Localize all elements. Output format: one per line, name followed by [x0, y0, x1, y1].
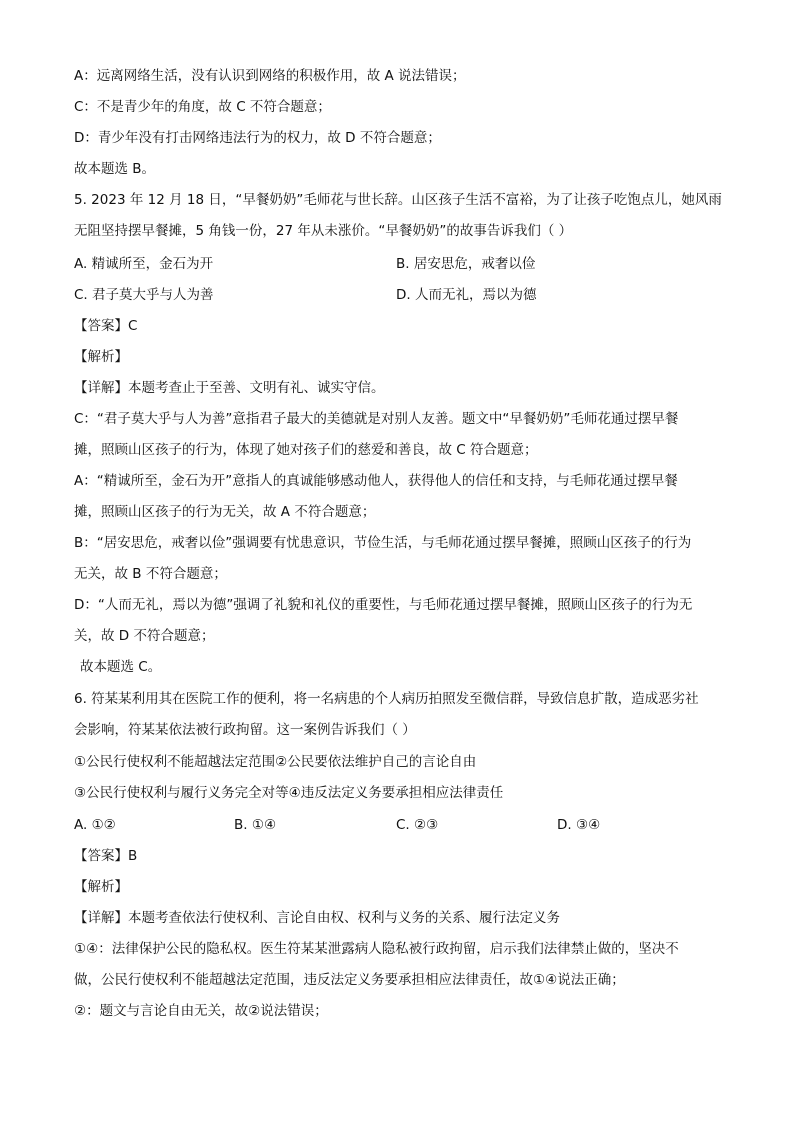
q6-analysis-2: ②：题文与言论自由无关，故②说法错误； — [74, 1003, 328, 1019]
prev-analysis-c: C：不是青少年的角度，故 C 不符合题意； — [74, 99, 331, 115]
q5-analysis-b2: 无关，故 B 不符合题意； — [74, 566, 227, 582]
q5-analysis-a1: A：“精诚所至，金石为开”意指人的真诚能够感动他人，获得他人的信任和支持，与毛师花通过摆早餐 — [74, 473, 678, 489]
q5-analysis-label: 【解析】 — [74, 349, 128, 365]
q6-option-b: B. ①④ — [234, 817, 277, 833]
q6-analysis-14-line1: ①④：法律保护公民的隐私权。医生符某某泄露病人隐私被行政拘留，启示我们法律禁止做的，坚决不 — [74, 941, 679, 957]
q6-option-a: A. ①② — [74, 817, 116, 833]
q5-conclusion: 故本题选 C。 — [80, 659, 162, 675]
q6-option-d: D. ③④ — [557, 817, 601, 833]
q5-analysis-a2: 摊，照顾山区孩子的行为无关，故 A 不符合题意； — [74, 504, 376, 520]
q5-option-b: B. 居安思危，戒奢以俭 — [396, 256, 536, 272]
q5-option-a: A. 精诚所至，金石为开 — [74, 256, 214, 272]
prev-analysis-a: A：远离网络生活，没有认识到网络的积极作用，故 A 说法错误； — [74, 68, 466, 84]
q6-statement-1: ①公民行使权利不能超越法定范围②公民要依法维护自己的言论自由 — [74, 754, 477, 770]
q5-answer: 【答案】C — [74, 318, 138, 334]
q6-statement-2: ③公民行使权利与履行义务完全对等④违反法定义务要承担相应法律责任 — [74, 785, 504, 801]
q5-analysis-b1: B：“居安思危，戒奢以俭”强调要有忧患意识，节俭生活，与毛师花通过摆早餐摊，照顾山区孩子的行为 — [74, 535, 692, 551]
q5-stem-line1: 5. 2023 年 12 月 18 日，“早餐奶奶”毛师花与世长辞。山区孩子生活不富裕，为了让孩子吃饱点儿，她风雨 — [74, 192, 722, 208]
q5-analysis-c2: 摊，照顾山区孩子的行为，体现了她对孩子们的慈爱和善良，故 C 符合题意； — [74, 442, 538, 458]
q5-analysis-d2: 关，故 D 不符合题意； — [74, 628, 215, 644]
q6-analysis-14-line2: 做，公民行使权利不能超越法定范围，违反法定义务要承担相应法律责任，故①④说法正确； — [74, 972, 625, 988]
q5-detail: 【详解】本题考查止于至善、文明有礼、诚实守信。 — [74, 380, 385, 396]
prev-analysis-d: D：青少年没有打击网络违法行为的权力，故 D 不符合题意； — [74, 130, 441, 146]
q5-analysis-d1: D：“人而无礼，焉以为德”强调了礼貌和礼仪的重要性，与毛师花通过摆早餐摊，照顾山区孩子的行为无 — [74, 597, 693, 613]
q6-option-c: C. ②③ — [396, 817, 439, 833]
q5-option-c: C. 君子莫大乎与人为善 — [74, 287, 214, 303]
q6-stem-line1: 6. 符某某利用其在医院工作的便利，将一名病患的个人病历拍照发至微信群，导致信息扩散，造成恶劣社 — [74, 691, 699, 707]
prev-conclusion: 故本题选 B。 — [74, 161, 156, 177]
q5-option-d: D. 人而无礼，焉以为德 — [396, 287, 537, 303]
q6-detail: 【详解】本题考查依法行使权利、言论自由权、权利与义务的关系、履行法定义务 — [74, 910, 560, 926]
q6-stem-line2: 会影响，符某某依法被行政拘留。这一案例告诉我们（ ） — [74, 722, 416, 738]
q6-answer: 【答案】B — [74, 848, 138, 864]
q5-analysis-c1: C：“君子莫大乎与人为善”意指君子最大的美德就是对别人友善。题文中“早餐奶奶”毛师花通过摆早餐 — [74, 411, 679, 427]
q6-analysis-label: 【解析】 — [74, 879, 128, 895]
q5-stem-line2: 无阻坚持摆早餐摊，5 角钱一份，27 年从未涨价。“早餐奶奶”的故事告诉我们（ ） — [74, 223, 573, 239]
